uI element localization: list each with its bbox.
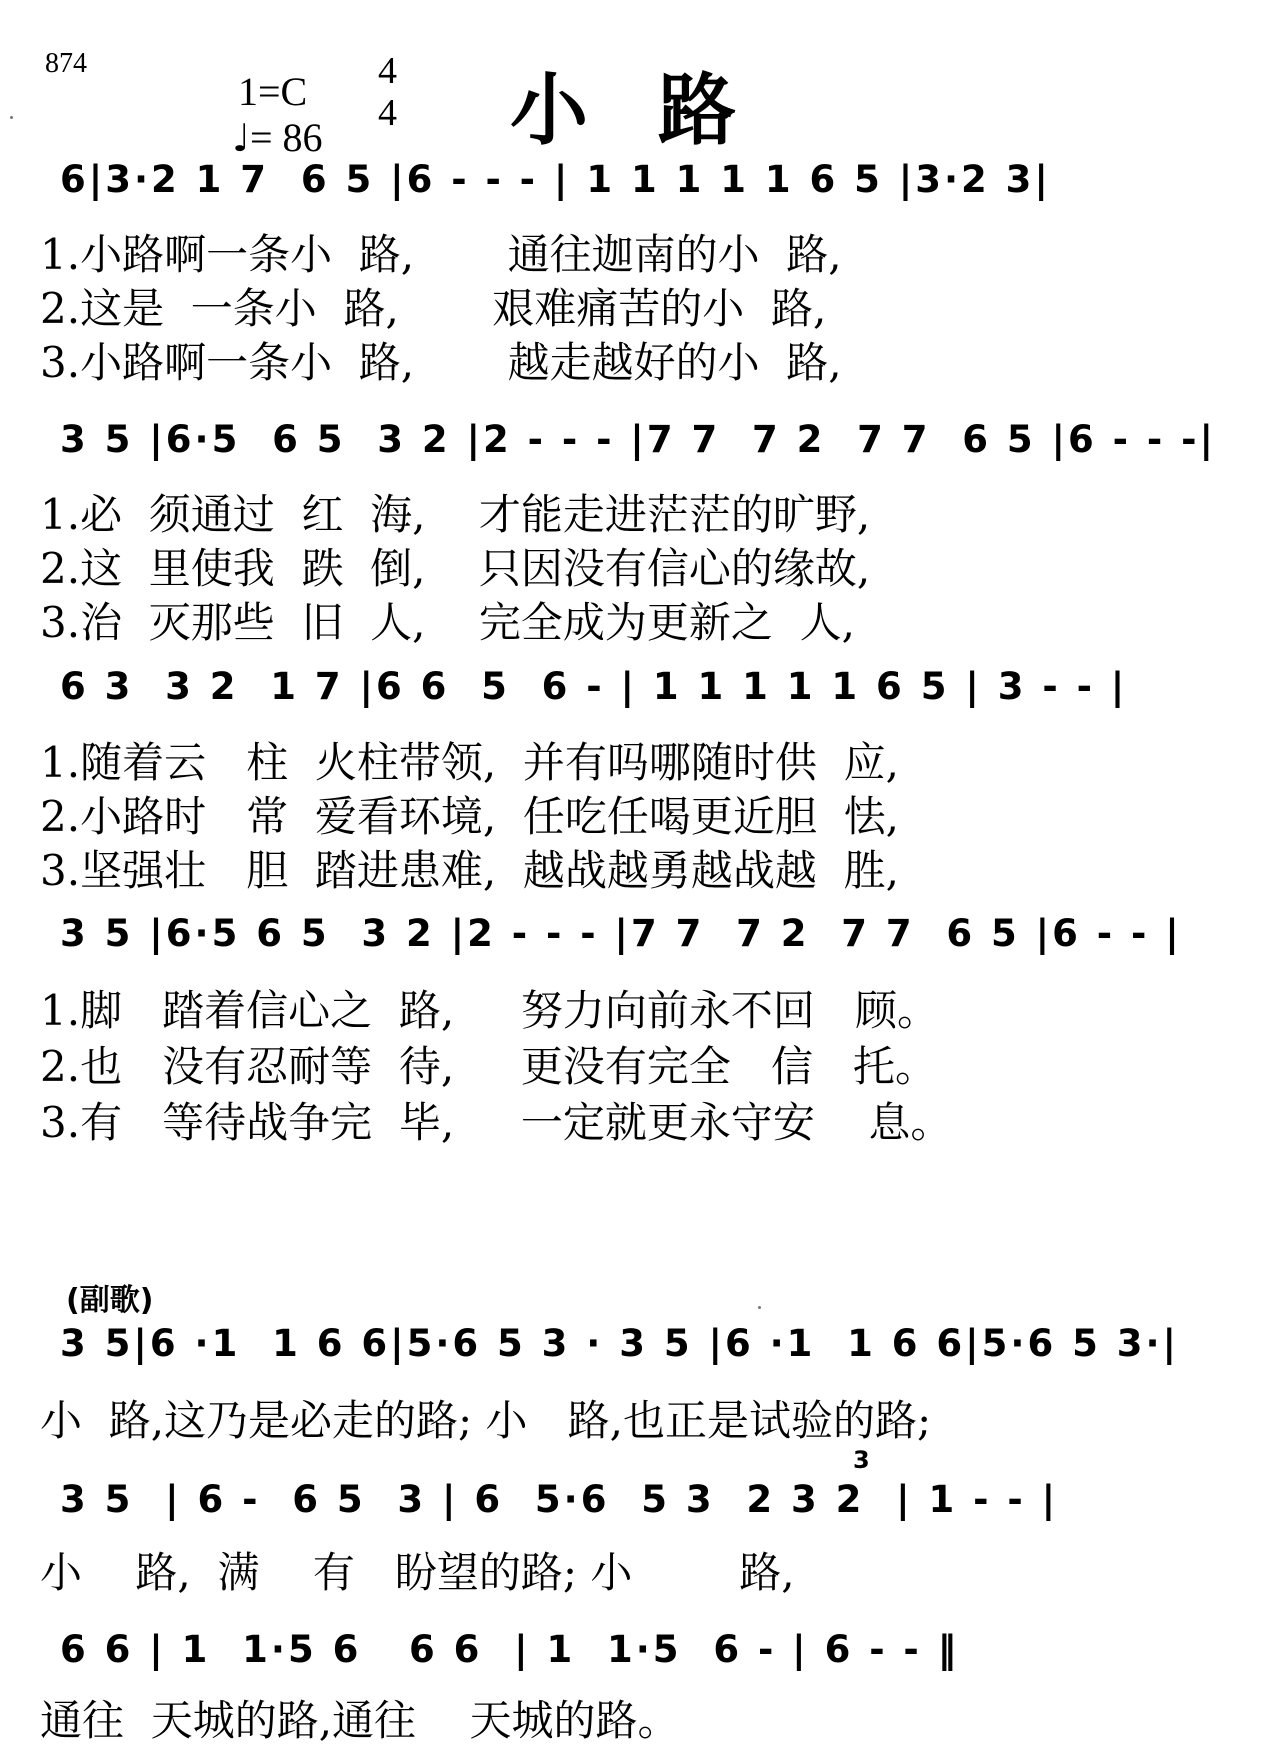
time-signature-top: 4 <box>378 50 397 92</box>
notation-line-3: 6 3 3 2 1 7 |6 6 5 6 - | 1 1 1 1 1 6 5 | 3 - - | <box>60 665 1128 708</box>
page-number: 874 <box>45 48 87 79</box>
lyric-line-6: 小 路, 满 有 盼望的路; 小 路, <box>40 1548 795 1597</box>
lyric-line-4-verse-1: 1.脚 踏着信心之 路, 努力向前永不回 顾。 <box>40 986 939 1035</box>
lyric-line-4-verse-3: 3.有 等待战争完 毕, 一定就更永守安 息。 <box>40 1098 953 1147</box>
lyric-line-5: 小 路,这乃是必走的路; 小 路,也正是试验的路; <box>40 1396 932 1445</box>
lyric-line-4-verse-2: 2.也 没有忍耐等 待, 更没有完全 信 托。 <box>40 1042 938 1091</box>
song-title: 小路 <box>510 66 807 156</box>
notation-line-2: 3 5 |6·5 6 5 3 2 |2 - - - |7 7 7 2 7 7 6 5 |6 - - -| <box>60 418 1216 461</box>
tempo-value: = 86 <box>249 115 323 160</box>
lyric-line-3-verse-2: 2.小路时 常 爱看环境, 任吃任喝更近胆 怯, <box>40 792 899 841</box>
tempo-marking <box>232 114 323 161</box>
lyric-line-7: 通往 天城的路,通往 天城的路。 <box>40 1696 680 1745</box>
stray-dot <box>758 1306 761 1309</box>
key-signature: 1=C <box>238 69 308 114</box>
lyric-line-1-verse-3: 3.小路啊一条小 路, 越走越好的小 路, <box>40 338 842 387</box>
lyric-line-1-verse-1: 1.小路啊一条小 路, 通往迦南的小 路, <box>40 230 842 279</box>
chorus-label: (副歌) <box>66 1283 154 1318</box>
notation-line-4: 3 5 |6·5 6 5 3 2 |2 - - - |7 7 7 2 7 7 6 5 |6 - - | <box>60 912 1182 955</box>
triplet-marker: 3 <box>853 1446 870 1474</box>
quarter-note-icon: ♩ <box>232 116 250 160</box>
notation-line-1: 6|3·2 1 7 6 5 |6 - - - | 1 1 1 1 1 6 5 |3·2 3| <box>60 158 1051 201</box>
lyric-line-2-verse-2: 2.这 里使我 跌 倒, 只因没有信心的缘故, <box>40 544 871 593</box>
time-signature <box>378 50 397 134</box>
lyric-line-1-verse-2: 2.这是 一条小 路, 艰难痛苦的小 路, <box>40 284 827 333</box>
lyric-line-3-verse-3: 3.坚强壮 胆 踏进患难, 越战越勇越战越 胜, <box>40 846 899 895</box>
lyric-line-2-verse-1: 1.必 须通过 红 海, 才能走进茫茫的旷野, <box>40 490 871 539</box>
notation-line-5: 3 5|6 ·1 1 6 6|5·6 5 3 · 3 5 |6 ·1 1 6 6|5·6 5 3·| <box>60 1322 1180 1365</box>
lyric-line-2-verse-3: 3.治 灭那些 旧 人, 完全成为更新之 人, <box>40 598 855 647</box>
notation-line-6: 3 5 | 6 - 6 5 3 | 6 5·6 5 3 2 3 2 | 1 - - | <box>60 1478 1059 1521</box>
lyric-line-3-verse-1: 1.随着云 柱 火柱带领, 并有吗哪随时供 应, <box>40 738 899 787</box>
time-signature-bottom: 4 <box>378 92 397 134</box>
notation-line-7: 6 6 | 1 1·5 6 6 6 | 1 1·5 6 - | 6 - - ‖ <box>60 1628 960 1671</box>
stray-dot <box>10 116 13 119</box>
